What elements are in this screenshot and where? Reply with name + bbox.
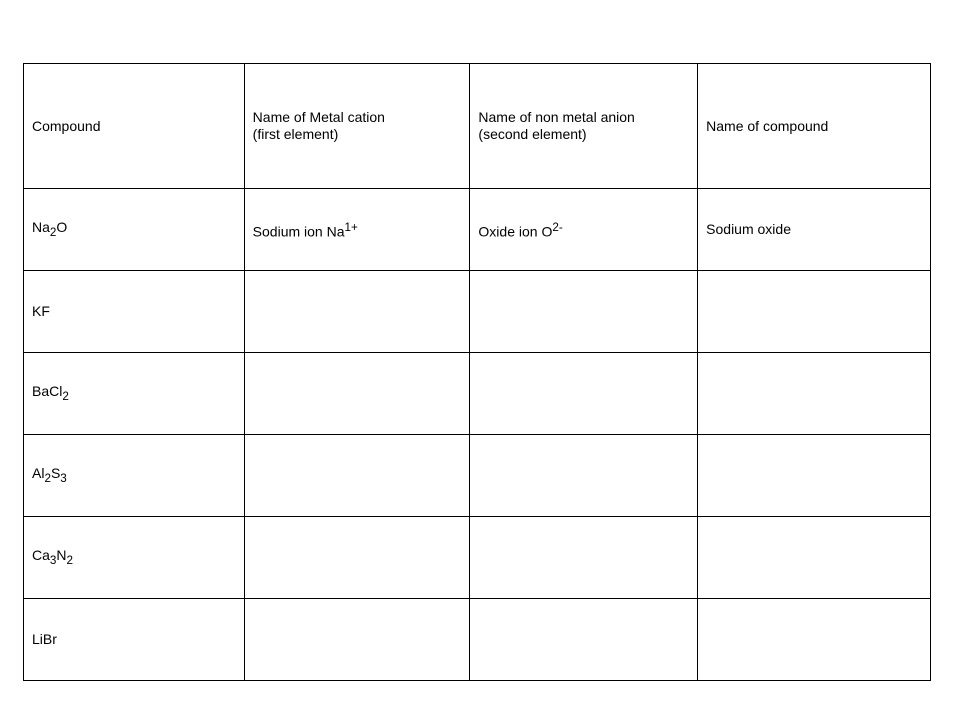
compound-formula-cell [24,517,245,599]
compound-formula-cell-part: 3 [60,471,67,485]
table-row [24,271,931,353]
non-metal-anion-cell [470,189,698,271]
metal-cation-cell-part: 1+ [344,220,358,234]
table-row [24,435,931,517]
compound-formula-cell-part: 2 [66,553,73,567]
non-metal-anion-cell [470,599,698,681]
compound-name-cell [698,189,931,271]
metal-cation-cell [244,353,470,435]
compound-formula-cell-part: LiBr [32,631,57,647]
compound-formula-cell-part: 2 [44,471,51,485]
header-non-metal-anion [470,64,698,189]
metal-cation-cell [244,189,470,271]
compound-formula-cell-part: Ca [32,546,50,563]
non-metal-anion-cell [470,435,698,517]
compound-formula-cell-part: O [56,218,68,235]
compound-name-cell [698,271,931,353]
compound-formula-cell-part: BaCl [32,382,63,399]
header-compound [24,64,245,189]
header-metal-cation [244,64,470,189]
compound-formula-cell-part: Al [32,464,45,481]
non-metal-anion-cell [470,353,698,435]
compound-formula-cell [24,189,245,271]
compound-formula-cell-part: N [56,546,67,563]
compound-formula-cell-part: S [50,464,61,481]
compound-naming-table [23,63,931,681]
metal-cation-cell [244,517,470,599]
compound-formula-cell [24,271,245,353]
compound-formula-cell-part: 2 [62,389,69,403]
compound-formula-cell-part: Na [32,218,50,235]
metal-cation-cell [244,435,470,517]
header-non-metal-anion-line-1: Name of non metal anion [478,109,635,125]
table-header-row [24,64,931,189]
header-compound-name [698,64,931,189]
compound-formula-cell [24,435,245,517]
compound-formula-cell-part: 2 [49,225,57,239]
compound-name-cell [698,517,931,599]
compound-formula-cell [24,599,245,681]
compound-formula-cell [24,353,245,435]
table-row [24,517,931,599]
header-compound-name-label: Name of compound [706,117,829,134]
header-metal-cation-line-1: Name of Metal cation [252,109,385,125]
header-metal-cation-line-2: (first element) [252,126,339,142]
non-metal-anion-cell [470,517,698,599]
header-non-metal-anion-line-2: (second element) [478,126,587,142]
metal-cation-cell [244,599,470,681]
non-metal-anion-cell-part: Oxide ion O [478,223,553,240]
table-row [24,599,931,681]
compound-name-cell [698,353,931,435]
non-metal-anion-cell-part: 2- [552,220,563,234]
non-metal-anion-cell [470,271,698,353]
compound-name-cell [698,435,931,517]
metal-cation-cell [244,271,470,353]
compound-formula-cell-part: 3 [49,553,57,567]
compound-name-text: Sodium oxide [706,221,791,237]
compound-name-cell [698,599,931,681]
compound-formula-cell-part: KF [32,303,50,319]
table-row [24,189,931,271]
header-compound-label: Compound [32,117,101,134]
metal-cation-cell-part: Sodium ion Na [252,223,345,240]
table-row [24,353,931,435]
